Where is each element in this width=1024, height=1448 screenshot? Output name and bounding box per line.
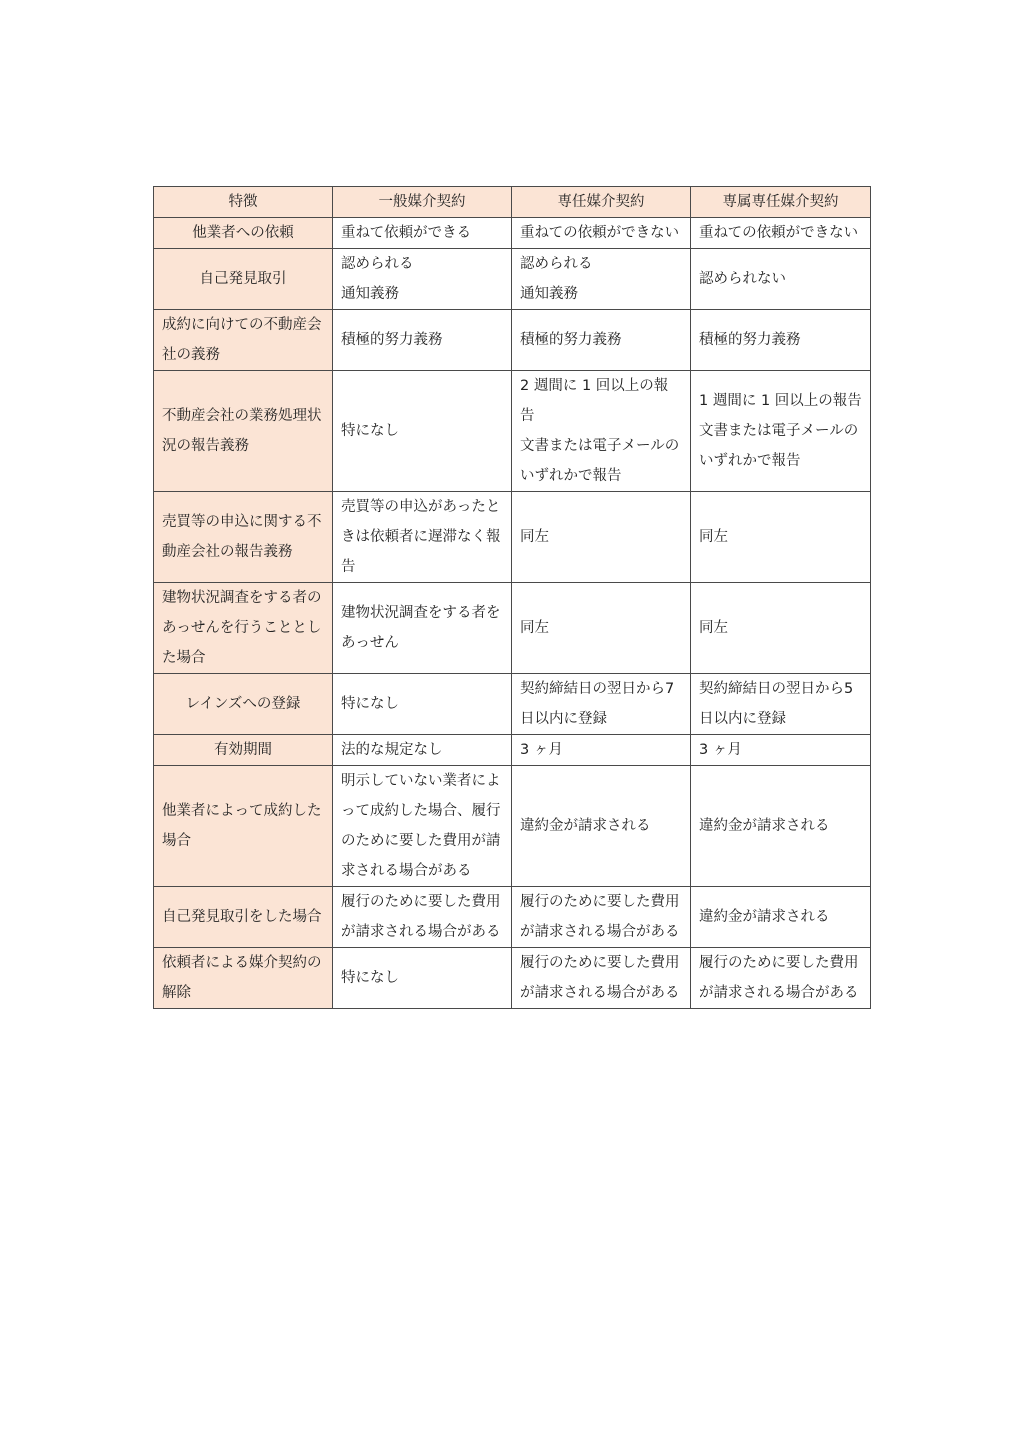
cell-exclusive: 重ねての依頼ができない: [512, 218, 691, 249]
table-row: [154, 371, 871, 492]
row-feature-label: レインズへの登録: [154, 674, 333, 735]
cell-general: 法的な規定なし: [333, 735, 512, 766]
table-header-row: [154, 187, 871, 218]
table-row: [154, 583, 871, 674]
cell-exclusive-sole: 3 ヶ月: [691, 735, 871, 766]
cell-general: 特になし: [333, 674, 512, 735]
cell-general: 特になし: [333, 371, 512, 492]
cell-exclusive: 同左: [512, 583, 691, 674]
cell-general: 認められる 通知義務: [333, 249, 512, 310]
row-feature-label: 自己発見取引をした場合: [154, 887, 333, 948]
table-row: [154, 766, 871, 887]
row-feature-label: 自己発見取引: [154, 249, 333, 310]
cell-exclusive: 3 ヶ月: [512, 735, 691, 766]
header-exclusive-sole-contract: 専属専任媒介契約: [691, 187, 871, 218]
row-feature-label: 他業者への依頼: [154, 218, 333, 249]
cell-exclusive: 違約金が請求される: [512, 766, 691, 887]
cell-general: 積極的努力義務: [333, 310, 512, 371]
cell-exclusive: 契約締結日の翌日から7 日以内に登録: [512, 674, 691, 735]
cell-exclusive: 積極的努力義務: [512, 310, 691, 371]
row-feature-label: 有効期間: [154, 735, 333, 766]
cell-exclusive: 履行のために要した費用が請求される場合がある: [512, 887, 691, 948]
cell-exclusive-sole: 認められない: [691, 249, 871, 310]
cell-general: 特になし: [333, 948, 512, 1009]
cell-exclusive: 認められる 通知義務: [512, 249, 691, 310]
table-row: [154, 492, 871, 583]
cell-exclusive-sole: 重ねての依頼ができない: [691, 218, 871, 249]
table-row: [154, 249, 871, 310]
cell-exclusive-sole: 同左: [691, 583, 871, 674]
table-row: [154, 948, 871, 1009]
cell-general: 重ねて依頼ができる: [333, 218, 512, 249]
brokerage-contract-comparison-table: [153, 186, 871, 1009]
header-general-contract: 一般媒介契約: [333, 187, 512, 218]
table-row: [154, 218, 871, 249]
row-feature-label: 建物状況調査をする者のあっせんを行うこととした場合: [154, 583, 333, 674]
table-row: [154, 735, 871, 766]
cell-general: 履行のために要した費用が請求される場合がある: [333, 887, 512, 948]
row-feature-label: 不動産会社の業務処理状況の報告義務: [154, 371, 333, 492]
cell-exclusive-sole: 履行のために要した費用が請求される場合がある: [691, 948, 871, 1009]
cell-exclusive-sole: 1 週間に 1 回以上の報告 文書または電子メールのいずれかで報告: [691, 371, 871, 492]
cell-exclusive: 2 週間に 1 回以上の報告 文書または電子メールのいずれかで報告: [512, 371, 691, 492]
cell-exclusive-sole: 積極的努力義務: [691, 310, 871, 371]
cell-exclusive: 履行のために要した費用が請求される場合がある: [512, 948, 691, 1009]
header-exclusive-contract: 専任媒介契約: [512, 187, 691, 218]
cell-general: 建物状況調査をする者をあっせん: [333, 583, 512, 674]
table-row: [154, 887, 871, 948]
row-feature-label: 依頼者による媒介契約の解除: [154, 948, 333, 1009]
table-row: [154, 674, 871, 735]
row-feature-label: 売買等の申込に関する不動産会社の報告義務: [154, 492, 333, 583]
cell-exclusive-sole: 違約金が請求される: [691, 887, 871, 948]
table-row: [154, 310, 871, 371]
cell-exclusive: 同左: [512, 492, 691, 583]
row-feature-label: 成約に向けての不動産会社の義務: [154, 310, 333, 371]
header-feature: 特徴: [154, 187, 333, 218]
row-feature-label: 他業者によって成約した場合: [154, 766, 333, 887]
cell-general: 売買等の申込があったときは依頼者に遅滞なく報告: [333, 492, 512, 583]
cell-exclusive-sole: 違約金が請求される: [691, 766, 871, 887]
cell-exclusive-sole: 契約締結日の翌日から5 日以内に登録: [691, 674, 871, 735]
cell-exclusive-sole: 同左: [691, 492, 871, 583]
cell-general: 明示していない業者によって成約した場合、履行のために要した費用が請求される場合がある: [333, 766, 512, 887]
